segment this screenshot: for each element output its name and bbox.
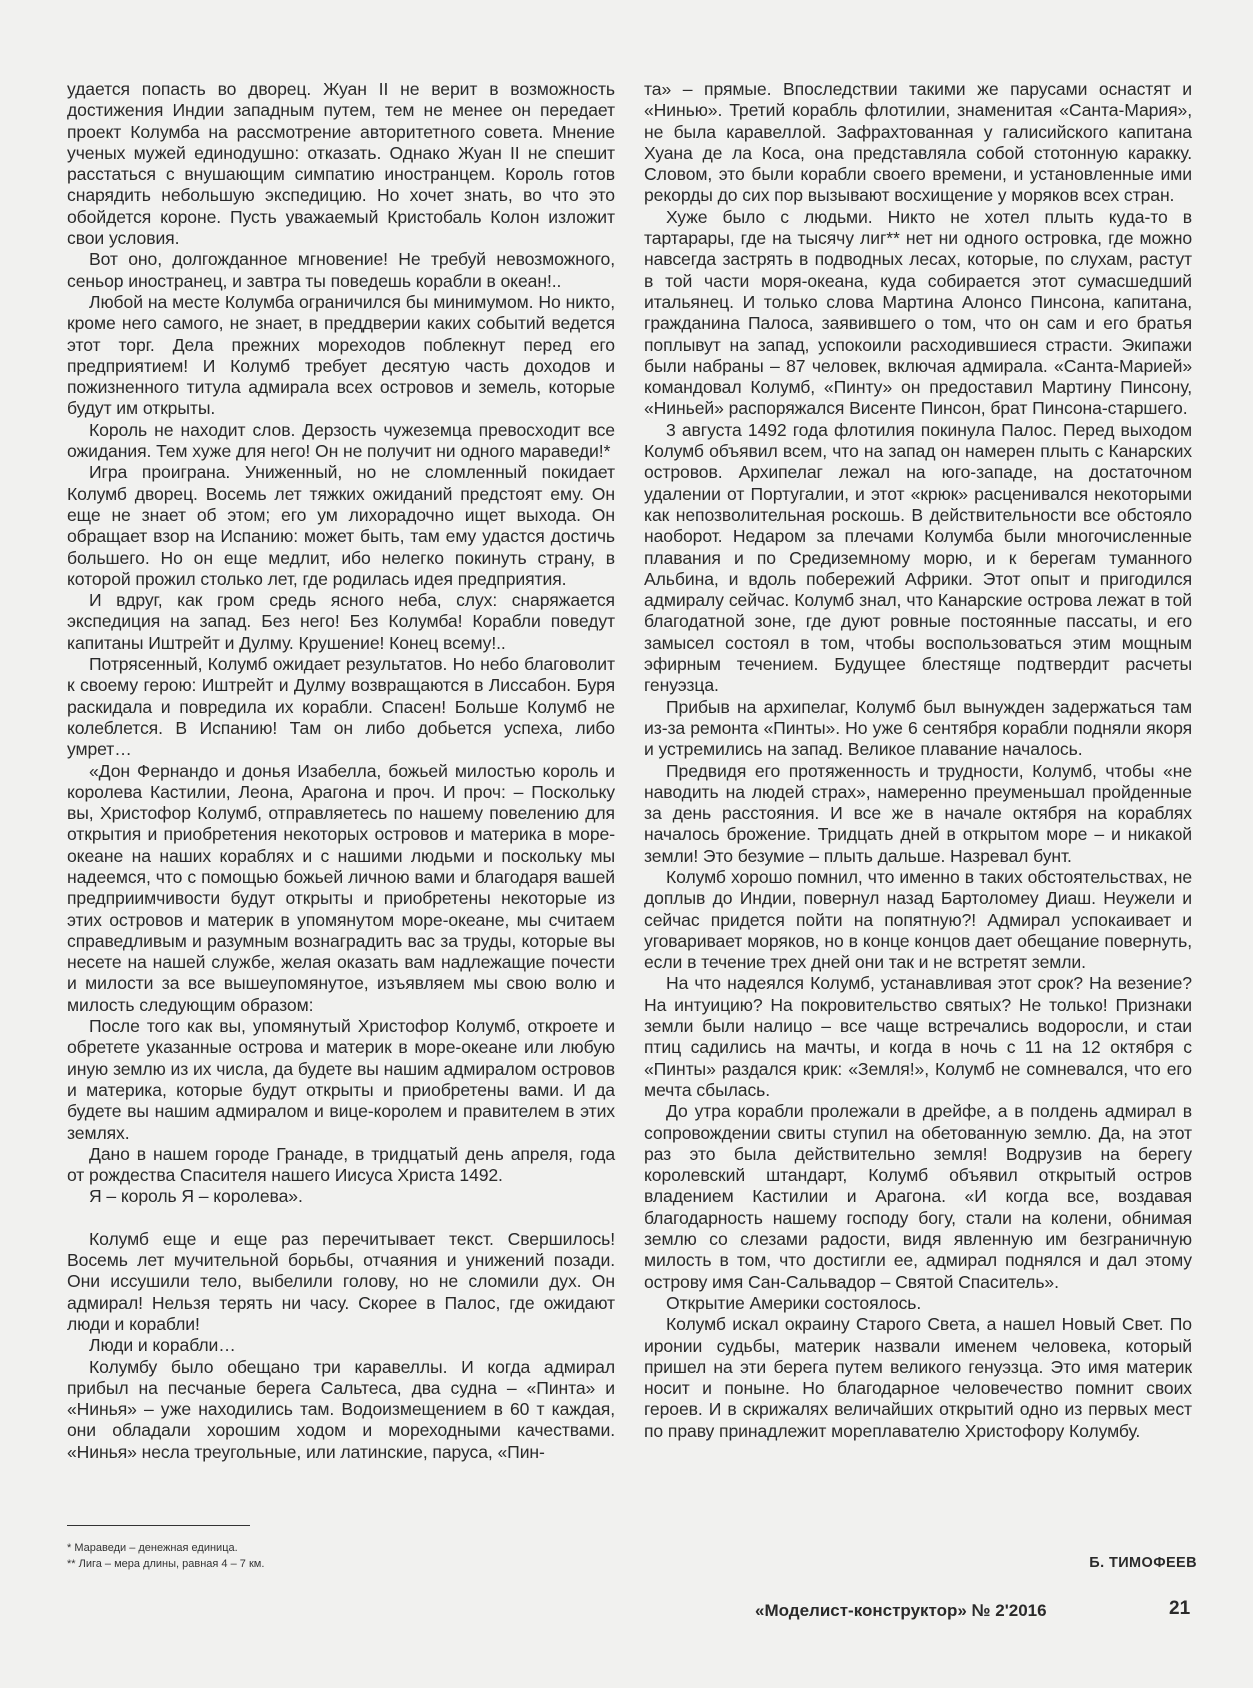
paragraph: Колумбу было обещано три каравеллы. И когда адмирал прибыл на песчаные берега Сальтеса, два судна – «Пинта» и «Нинья» – уже находились там. Водоизмещением в 60 т каждая, они обладали хорошим ходом и мореходными качествами. «Нинья» несла треугольные, или латинские, паруса, «Пин- <box>67 1356 615 1462</box>
paragraph: Открытие Америки состоялось. <box>666 1292 922 1313</box>
paragraph: Прибыв на архипелаг, Колумб был вынужден задержаться там из-за ремонта «Пинты». Но уже 6 сентября корабли подняли якоря и устремились на запад. Великое плавание началось. <box>644 696 1192 760</box>
paragraph: До утра корабли пролежали в дрейфе, а в полдень адмирал в сопровождении свиты ступил на обетованную землю. Да, на этот раз это была действительно земля! Водрузив на берегу королевский штандарт, Колумб объявил открытый остров владением Кастилии и Арагона. «И когда все, воздавая благодарность нашему господу богу, стали на колени, обнимая землю со слезами радости, видя явленную им безграничную милость в том, что достигли ее, адмирал поднялся и дал этому острову имя Сан-Сальвадор – Святой Спаситель». <box>644 1101 1192 1292</box>
paragraph: Я – король Я – королева». <box>89 1186 303 1207</box>
paragraph: На что надеялся Колумб, устанавливая этот срок? На везение? На интуицию? На покровительство святых? Не только! Признаки земли были налицо – все чаще встречались водоросли, и стаи птиц садились на мачты, и когда в ночь с 11 на 12 октября с «Пинты» раздался крик: «Земля!», Колумб не сомневался, что его мечта сбылась. <box>644 973 1192 1100</box>
magazine-issue: «Моделист-конструктор» № 2'2016 <box>755 1601 1047 1620</box>
paragraph: Потрясенный, Колумб ожидает результатов. Но небо благоволит к своему герою: Иштрейт и Дулму возвращаются в Лиссабон. Буря раскидала и повредила их корабли. Спасен! Больше Колумб не колеблется. В Испанию! Там он либо добьется успеха, либо умрет… <box>67 654 615 760</box>
footnote-league: ** Лига – мера длины, равная 4 – 7 км. <box>67 1558 265 1570</box>
paragraph: После того как вы, упомянутый Христофор Колумб, откроете и обретете указанные острова и материк в море-океане или любую иную землю из их числа, да будете вы нашим адмиралом островов и материка, которые будут открыты и приобретены вами. И да будете вы нашим адмиралом и вице-королем и правителем в этих землях. <box>67 1016 615 1143</box>
paragraph: 3 августа 1492 года флотилия покинула Палос. Перед выходом Колумб объявил всем, что на запад он намерен плыть с Канарских островов. Архипелаг лежал на юго-западе, на достаточном удалении от Португалии, и этот «крюк» расценивался некоторыми как непозволительная роскошь. В действительности все обстояло наоборот. Недаром за плечами Колумба были многочисленные плавания и по Средиземному морю, и к берегам туманного Альбина, и вдоль побережий Африки. Этот опыт и пригодился адмиралу сейчас. Колумб знал, что Канарские острова лежат в той благодатной зоне, где дуют ровные постоянные пассаты, и его замысел состоял в том, чтобы воспользоваться этим мощным эфирным течением. Будущее блестяще подтвердит расчеты генуэзца. <box>644 419 1192 696</box>
paragraph: Игра проиграна. Униженный, но не сломленный покидает Колумб дворец. Восемь лет тяжких ожиданий предстоят ему. Он еще не знает об этом; его ум лихорадочно ищет выхода. Он обращает взор на Испанию: может быть, там ему удастся достичь большего. Но он еще медлит, ибо нелегко покинуть страну, в которой прожил столько лет, где родилась идея предприятия. <box>67 462 615 589</box>
paragraph: Предвидя его протяженность и трудности, Колумб, чтобы «не наводить на людей страх», намеренно преуменьшал пройденные за день расстояния. И все же в начале октября на кораблях началось брожение. Тридцать дней в открытом море – и никакой земли! Это безумие – плыть дальше. Назревал бунт. <box>644 760 1192 866</box>
paragraph: Колумб искал окраину Старого Света, а нашел Новый Свет. По иронии судьбы, материк назвали именем человека, который пришел на эти берега путем великого генуэзца. Это имя материк носит и поныне. Но благодарное человечество помнит своих героев. И в скрижалях величайших открытий одно из первых мест по праву принадлежит мореплавателю Христофору Колумбу. <box>644 1314 1192 1441</box>
footnotes <box>67 1540 607 1572</box>
paragraph: «Дон Фернандо и донья Изабелла, божьей милостью король и королева Кастилии, Леона, Арагона и проч. И проч: – Поскольку вы, Христофор Колумб, отправляетесь по нашему повелению для открытия и приобретения некоторых островов и материка в море-океане на наших кораблях и с нашими людьми и поскольку мы надеемся, что с помощью божьей личною вами и благодаря вашей предприимчивости будут открыты и приобретены некоторые из этих островов и материк в упомянутом море-океане, мы считаем справедливым и разумным вознаградить вас за труды, которые вы несете на нашей службе, желая оказать вам надлежащие почести и милости за все вышеупомянутое, изъявляем мы свою волю и милость следующим образом: <box>67 760 615 1015</box>
paragraph: Вот оно, долгожданное мгновение! Не требуй невозможного, сеньор иностранец, и завтра ты поведешь корабли в океан!.. <box>67 249 615 291</box>
left-column <box>67 79 615 1463</box>
paragraph: Любой на месте Колумба ограничился бы минимумом. Но никто, кроме него самого, не знает, в преддверии каких событий ведется этот торг. Дела прежних мореходов поблекнут перед его предприятием! И Колумб требует десятую часть доходов и пожизненного титула адмирала всех островов и земель, которые будут им открыты. <box>67 291 615 419</box>
paragraph: Хуже было с людьми. Никто не хотел плыть куда-то в тартарары, где на тысячу лиг** нет ни одного островка, где можно навсегда застрять в подводных лесах, которые, по слухам, растут в той части моря-океана, куда собирается этот сумасшедший итальянец. И только слова Мартина Алонсо Пинсона, капитана, гражданина Палоса, заявившего о том, что он сам и его братья поплывут на запад, успокоили расходившиеся страсти. Экипажи были набраны – 87 человек, включая адмирала. «Санта-Марией» командовал Колумб, «Пинту» он предоставил Мартину Пинсону, «Ниньей» распоряжался Висенте Пинсон, брат Пинсона-старшего. <box>644 206 1192 419</box>
footnote-divider <box>67 1525 250 1526</box>
author-signature: Б. ТИМОФЕЕВ <box>1089 1555 1197 1571</box>
paragraph: Колумб еще и еще раз перечитывает текст. Свершилось! Восемь лет мучительной борьбы, отчаяния и унижений позади. Они иссушили тело, выбелили голову, но не сломили дух. Он адмирал! Нельзя терять ни часу. Скорее в Палос, где ожидают люди и корабли! <box>67 1228 615 1334</box>
footnote-maravedi: * Мараведи – денежная единица. <box>67 1542 238 1554</box>
paragraph: Колумб хорошо помнил, что именно в таких обстоятельствах, не доплыв до Индии, повернул назад Бартоломеу Диаш. Неужели и сейчас придется пойти на попятную?! Адмирал успокаивает и уговаривает моряков, но в конце концов дает обещание повернуть, если в течение трех дней они так и не встретят земли. <box>644 866 1192 973</box>
paragraph: Дано в нашем городе Гранаде, в тридцатый день апреля, года от рождества Спасителя нашего Иисуса Христа 1492. <box>67 1143 615 1186</box>
paragraph: удается попасть во дворец. Жуан II не верит в возможность достижения Индии западным путем, тем не менее он передает проект Колумба на рассмотрение авторитетного совета. Мнение ученых мужей единодушно: отказать. Однако Жуан II не спешит расстаться с внушающим симпатию иностранцем. Король готов снарядить небольшую экспедицию. Но хочет знать, во что это обойдется короне. Пусть уважаемый Кристобаль Колон изложит свои условия. <box>67 79 615 249</box>
paragraph: Король не находит слов. Дерзость чужеземца превосходит все ожидания. Тем хуже для него! Он не получит ни одного мараведи!* <box>67 419 615 462</box>
paragraph: И вдруг, как гром средь ясного неба, слух: снаряжается экспедиция на запад. Без него! Без Колумба! Корабли поведут капитаны Иштрейт и Дулму. Крушение! Конец всему!.. <box>67 590 615 653</box>
paragraph: та» – прямые. Впоследствии такими же парусами оснастят и «Нинью». Третий корабль флотилии, знаменитая «Санта-Мария», не была каравеллой. Зафрахтованная у галисийского капитана Хуана де ла Коса, она представляла собой стотонную каракку. Словом, это были корабли своего времени, и установленные ими рекорды до сих пор вызывают восхищение у моряков всех стран. <box>644 79 1192 206</box>
page-number: 21 <box>1169 1598 1191 1619</box>
right-column <box>644 79 1192 1442</box>
paragraph: Люди и корабли… <box>89 1335 236 1356</box>
